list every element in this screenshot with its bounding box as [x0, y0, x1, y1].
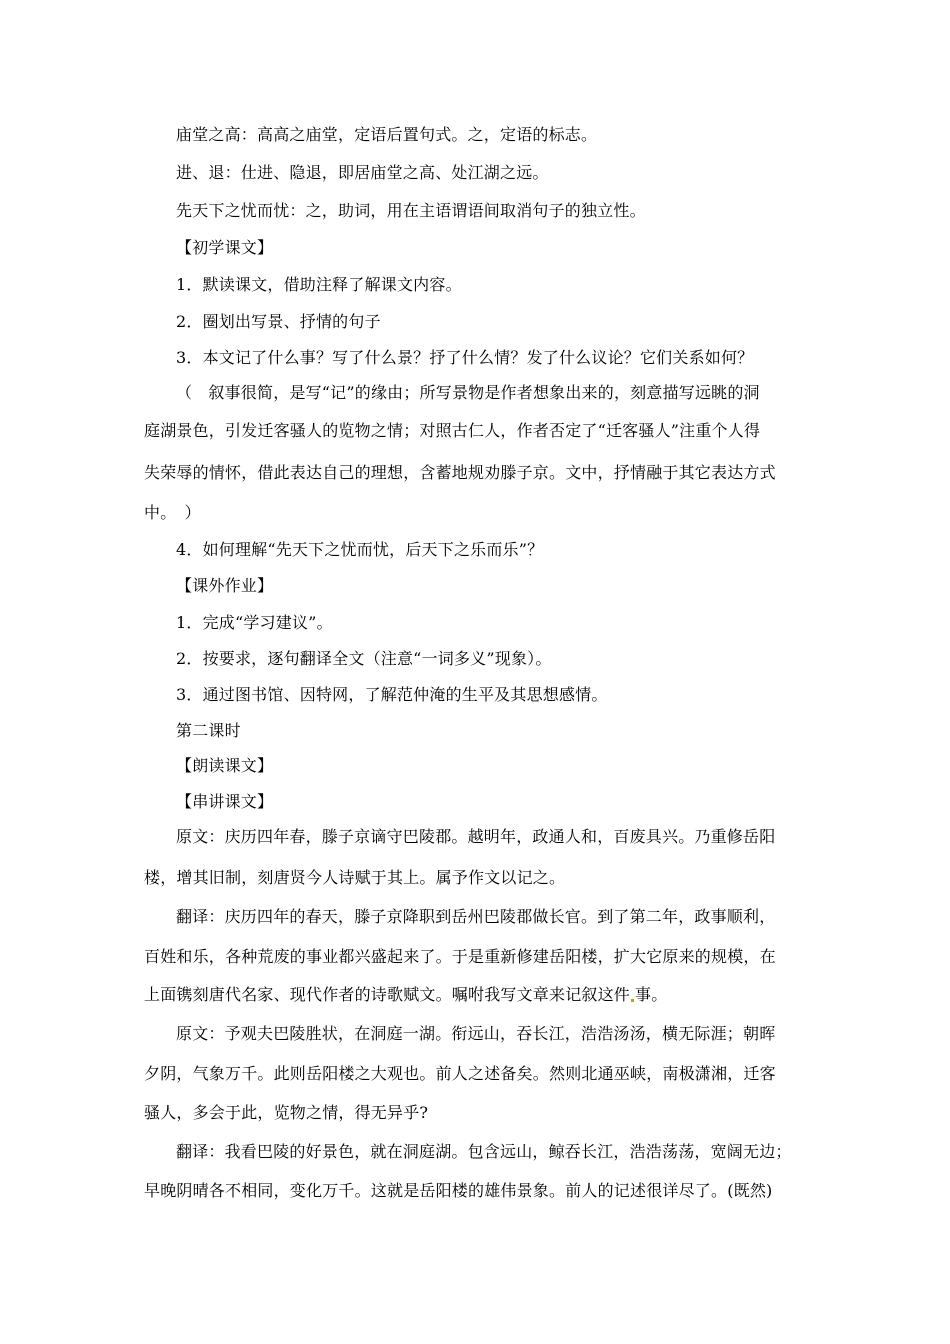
line-text: 上面镌刻唐代名家、现代作者的诗歌赋文。嘱咐我写文章来记叙这件 [144, 985, 631, 1004]
paragraph-line: 原文：庆历四年春，滕子京谪守巴陵郡。越明年，政通人和，百废具兴。乃重修岳阳 [176, 827, 776, 846]
paragraph-line: 进、退：仕进、隐退，即居庙堂之高、处江湖之远。 [176, 163, 549, 182]
paragraph-line: 先天下之忧而忧：之，助词，用在主语谓语间取消句子的独立性。 [176, 201, 646, 220]
section-heading: 【初学课文】 [176, 238, 274, 257]
list-item: 3．通过图书馆、因特网，了解范仲淹的生平及其思想感情。 [176, 685, 608, 704]
list-item: 3．本文记了什么事？写了什么景？抒了什么情？发了什么议论？它们关系如何？ [176, 348, 754, 367]
paragraph-line: 夕阴，气象万千。此则岳阳楼之大观也。前人之述备矣。然则北通巫峡，南极潇湘，迁客 [144, 1064, 776, 1083]
paragraph-line: 失荣辱的情怀，借此表达自己的理想，含蓄地规劝滕子京。文中，抒情融于其它表达方式 [144, 463, 776, 482]
paragraph-line: 庙堂之高：高高之庙堂，定语后置句式。之，定语的标志。 [176, 125, 598, 144]
paragraph-line: 庭湖景色，引发迁客骚人的览物之情；对照古仁人，作者否定了“迁客骚人”注重个人得 [144, 421, 761, 440]
paragraph-line: （ 叙事很简，是写“记”的缘由；所写景物是作者想象出来的，刻意描写远眺的洞 [176, 383, 760, 402]
section-heading: 【朗读课文】 [176, 756, 274, 775]
list-item: 1．默读课文，借助注释了解课文内容。 [176, 275, 462, 294]
list-item: 1．完成“学习建议”。 [176, 613, 333, 632]
paragraph-line: 中。 ） [144, 503, 201, 522]
section-heading: 【串讲课文】 [176, 792, 274, 811]
paragraph-line: 翻译：庆历四年的春天，滕子京降职到岳州巴陵郡做长官。到了第二年，政事顺利， [176, 907, 776, 926]
list-item: 2．按要求，逐句翻译全文（注意“一词多义”现象）。 [176, 649, 552, 668]
line-text: 事。 [635, 985, 668, 1004]
paragraph-line: 骚人，多会于此，览物之情，得无异乎? [144, 1103, 429, 1122]
paragraph-line: 楼，增其旧制，刻唐贤今人诗赋于其上。属予作文以记之。 [144, 868, 566, 887]
paragraph-line: 翻译：我看巴陵的好景色，就在洞庭湖。包含远山，鲸吞长江，浩浩荡荡，宽阔无边； [176, 1142, 792, 1161]
paragraph-line: 早晚阴晴各不相同，变化万千。这就是岳阳楼的雄伟景象。前人的记述很详尽了。(既然) [144, 1181, 773, 1200]
subheading: 第二课时 [176, 721, 241, 740]
list-item: 4．如何理解“先天下之忧而忧，后天下之乐而乐”？ [176, 540, 544, 559]
section-heading: 【课外作业】 [176, 576, 274, 595]
paragraph-line [144, 984, 667, 1006]
list-item: 2．圈划出写景、抒情的句子 [176, 312, 381, 331]
paragraph-line: 百姓和乐，各种荒废的事业都兴盛起来了。于是重新修建岳阳楼，扩大它原来的规模，在 [144, 947, 776, 966]
revision-mark [631, 999, 634, 1002]
paragraph-line: 原文：予观夫巴陵胜状，在洞庭一湖。衔远山，吞长江，浩浩汤汤，横无际涯；朝晖 [176, 1024, 776, 1043]
